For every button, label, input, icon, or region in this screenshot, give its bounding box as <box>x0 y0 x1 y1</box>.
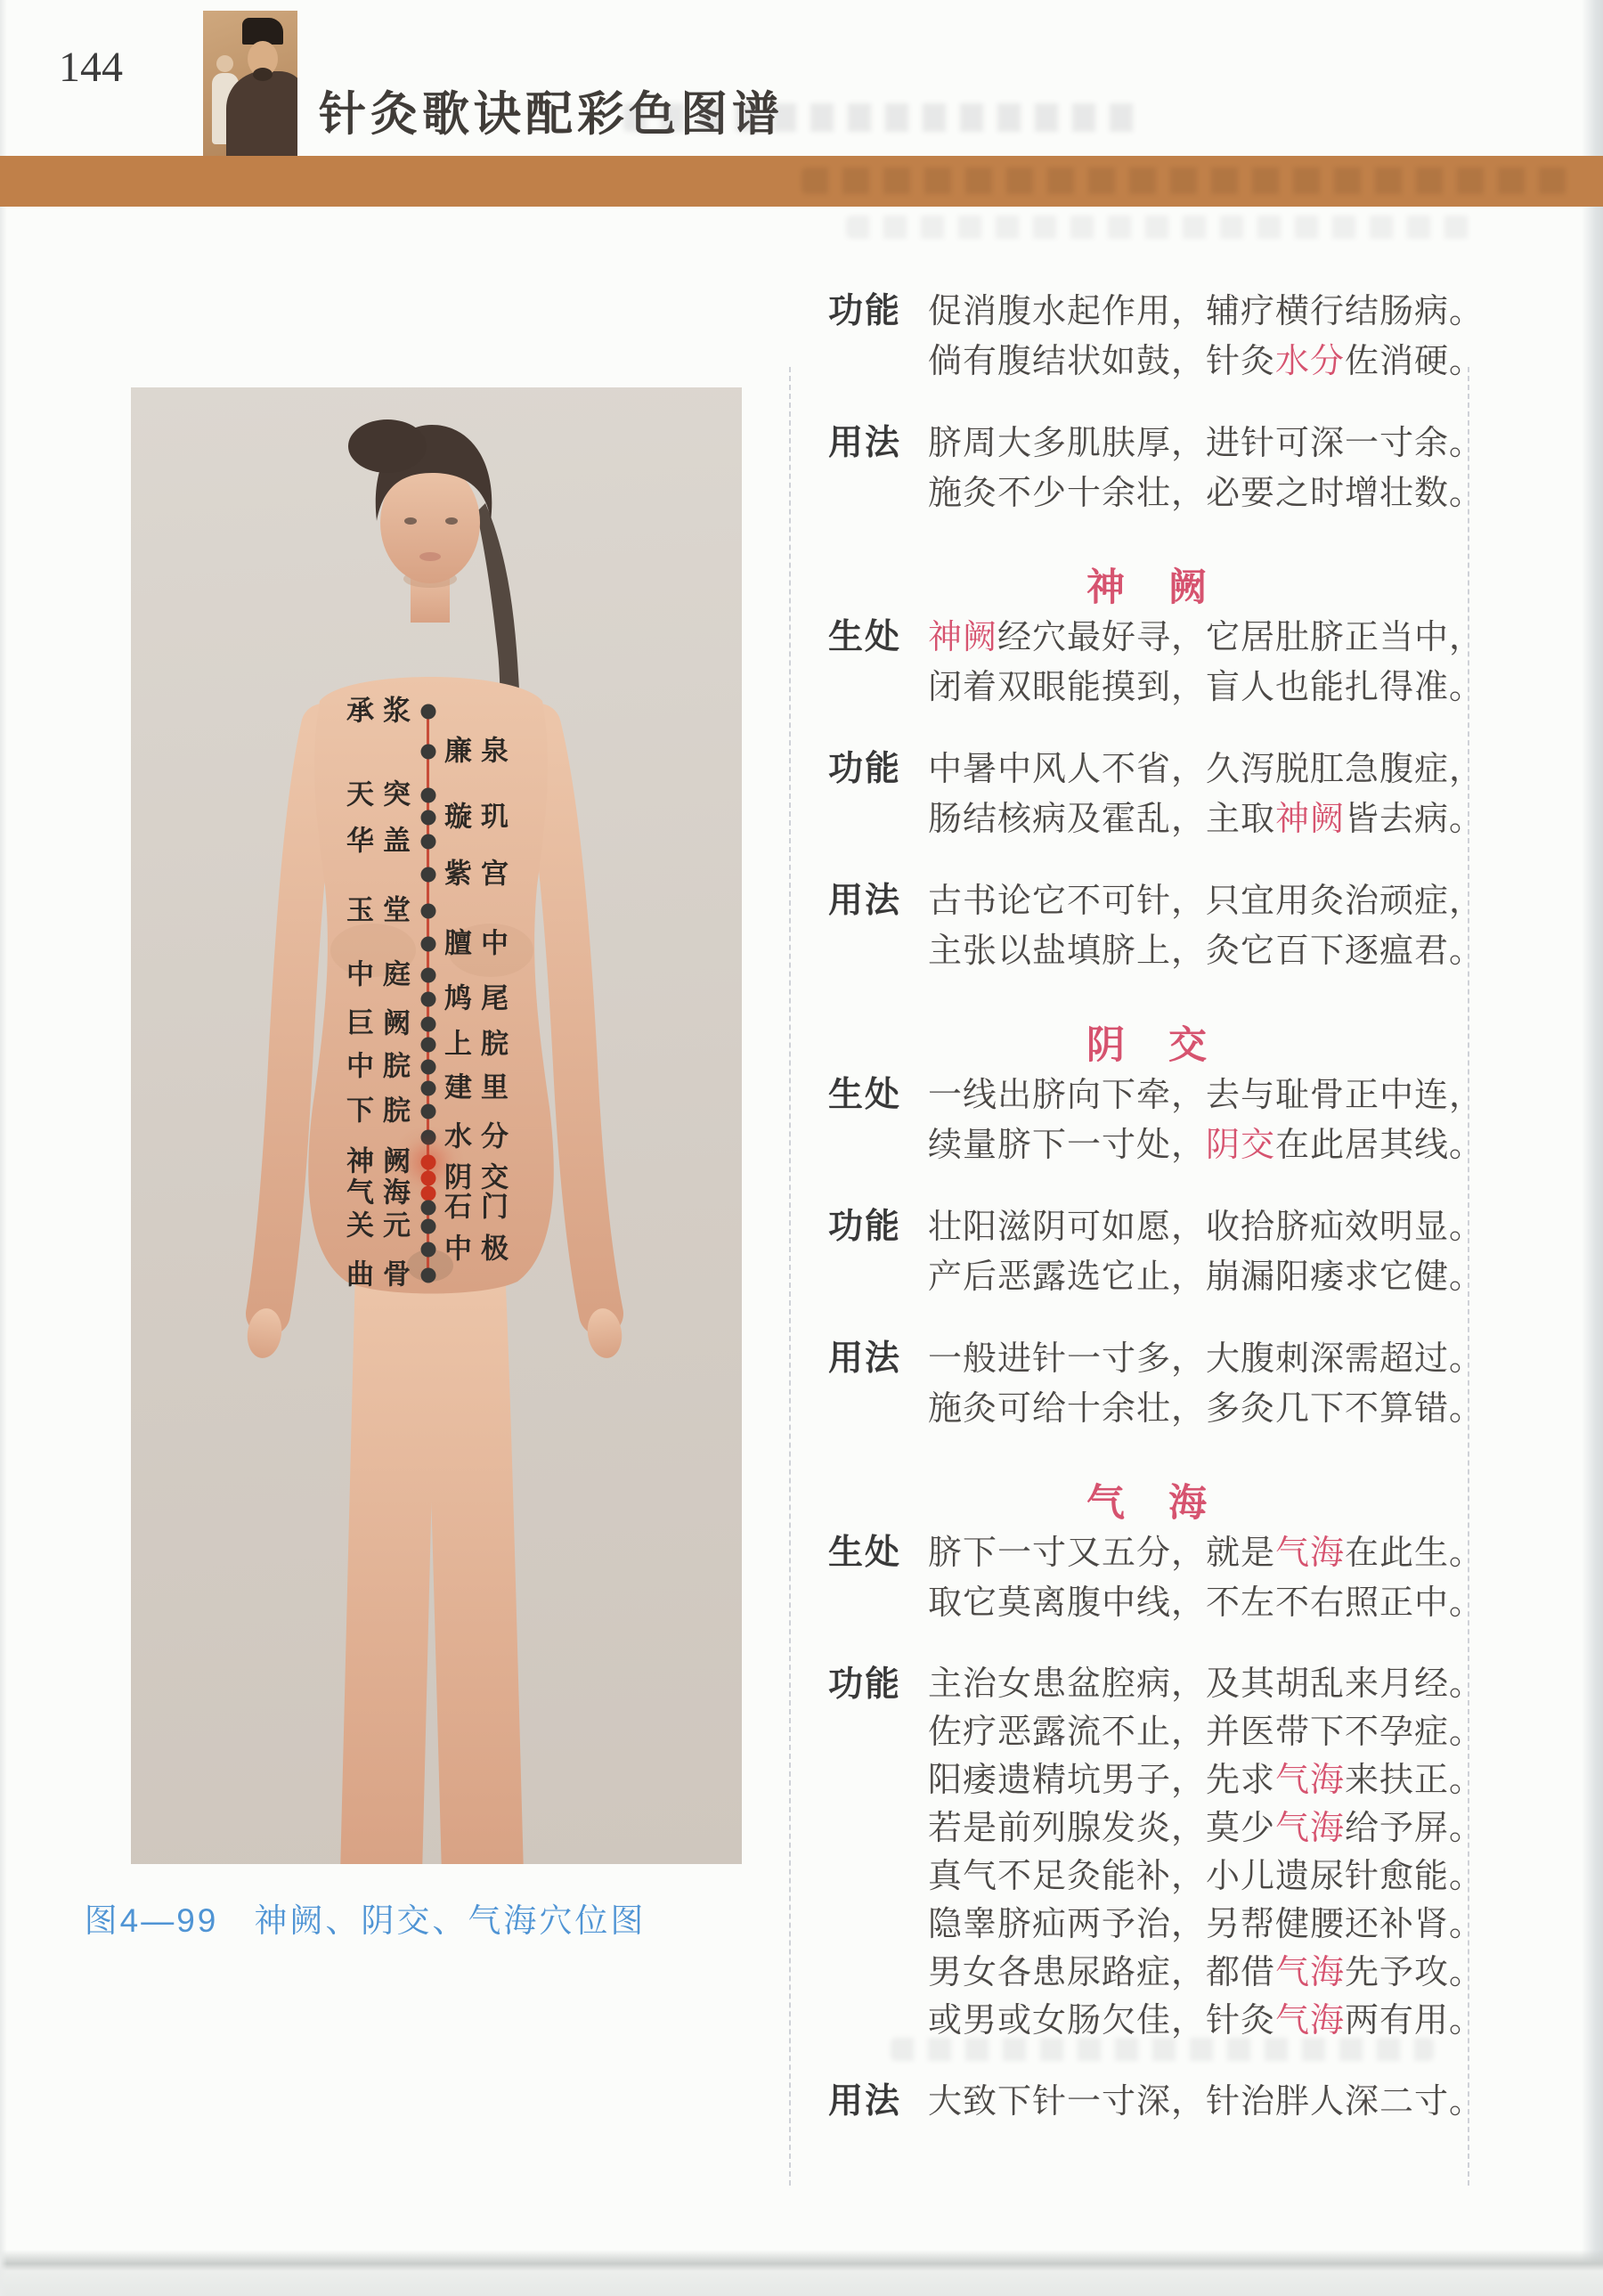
text-column <box>828 287 1485 2159</box>
page-edge-left <box>0 0 7 2296</box>
text-run: 古书论它不可针，只宜用灸治顽症， <box>928 883 1485 920</box>
verse-block <box>828 419 1485 518</box>
acupoint-dot <box>421 745 436 760</box>
acupoint-label: 建里 <box>444 1071 517 1104</box>
verse-line <box>928 1071 1484 1120</box>
text-run: 皆去病。 <box>1345 801 1485 838</box>
acupoint-label: 关元 <box>346 1209 419 1242</box>
verse-line <box>928 1852 1484 1901</box>
text-run: 一般进针一寸多，大腹刺深需超过。 <box>928 1340 1485 1378</box>
text-run: 续量脐下一寸处， <box>928 1127 1207 1164</box>
text-run: 施灸可给十余壮，多灸几下不算错。 <box>928 1390 1485 1428</box>
acupoint-dot <box>421 1081 436 1096</box>
verse-line <box>928 663 1484 712</box>
verse-line <box>928 287 1484 337</box>
verse-line <box>928 337 1484 387</box>
verse-label: 用法 <box>828 2082 902 2121</box>
acupoint-ref: 阴交 <box>1206 1127 1276 1164</box>
header-divider-bar <box>0 156 1603 207</box>
acupoint-dot <box>421 1219 436 1234</box>
acupoint-label: 下脘 <box>346 1095 419 1128</box>
verse-block <box>828 1660 1485 2045</box>
acupoint-label: 膻中 <box>444 927 517 960</box>
verse-line <box>928 1252 1484 1302</box>
verse-lines <box>928 1528 1484 1628</box>
text-run: 隐睾脐疝两予治，另帮健腰还补肾。 <box>928 1906 1485 1943</box>
book-title: 针灸歌诀配彩色图谱 <box>319 86 784 142</box>
text-run: 促消腹水起作用，辅疗横行结肠病。 <box>928 293 1485 330</box>
text-run: 壮阳滋阴可如愿，收拾脐疝效明显。 <box>928 1209 1485 1246</box>
acupoint-dot <box>421 835 436 850</box>
verse-line <box>928 613 1484 663</box>
acupoint-label: 上脘 <box>444 1028 517 1061</box>
verse-lines <box>928 613 1484 712</box>
text-run: 两有用。 <box>1345 2002 1485 2040</box>
acupoint-dot <box>421 1130 436 1145</box>
physician-beard <box>253 68 273 81</box>
verse-line <box>928 1660 1484 1708</box>
verse-line <box>928 745 1484 794</box>
text-run: 真气不足灸能补，小儿遗尿针愈能。 <box>928 1858 1485 1895</box>
acupoint-ref: 气海 <box>1275 1954 1346 1991</box>
verse-lines <box>928 2077 1484 2127</box>
acupoint-dot <box>421 992 436 1007</box>
verse-line <box>928 1334 1484 1384</box>
acupoint-dot <box>421 904 436 919</box>
text-run: 若是前列腺发炎，莫少 <box>928 1810 1276 1847</box>
acupoint-dot <box>421 1186 436 1201</box>
physician-portrait-image <box>203 11 297 157</box>
verse-block <box>828 1071 1485 1170</box>
acupoint-ref: 气海 <box>1275 2002 1346 2040</box>
acupoint-label: 中极 <box>444 1233 517 1266</box>
verse-lines <box>928 287 1484 387</box>
text-run: 产后恶露选它止，崩漏阳痿求它健。 <box>928 1258 1485 1296</box>
acupoint-label: 鸠尾 <box>444 982 517 1015</box>
acupoint-label: 巨阙 <box>346 1007 419 1040</box>
verse-line <box>928 794 1484 844</box>
verse-line <box>928 1997 1484 2045</box>
verse-line <box>928 1708 1484 1756</box>
acupoint-dot <box>421 1017 436 1032</box>
text-run: 取它莫离腹中线，不左不右照正中。 <box>928 1584 1485 1622</box>
acupoint-ref: 神阙 <box>1275 801 1346 838</box>
acupoint-label: 紫宫 <box>444 858 517 891</box>
verse-lines <box>928 1334 1484 1434</box>
verse-line <box>928 1804 1484 1852</box>
verse-label: 功能 <box>828 1208 902 1246</box>
verse-block <box>828 287 1485 387</box>
text-run: 一线出脐向下牵，去与耻骨正中连， <box>928 1077 1485 1114</box>
verse-label: 生处 <box>828 1534 902 1572</box>
acupoint-label: 承浆 <box>346 695 419 728</box>
text-run: 在此生。 <box>1345 1535 1485 1572</box>
acupoint-label: 中脘 <box>346 1050 419 1083</box>
verse-line <box>928 1901 1484 1949</box>
text-run: 佐疗恶露流不止，并医带下不孕症。 <box>928 1714 1485 1751</box>
acupoint-label: 璇玑 <box>444 801 517 834</box>
verse-line <box>928 419 1484 468</box>
verse-line <box>928 2077 1484 2127</box>
verse-lines <box>928 419 1484 518</box>
text-run: 阳痿遗精坑男子，先求 <box>928 1762 1276 1799</box>
verse-lines <box>928 876 1484 976</box>
verse-label: 用法 <box>828 424 902 462</box>
acupoint-label: 廉泉 <box>444 735 517 768</box>
acupoint-dot <box>421 867 436 883</box>
acupoint-dot <box>421 704 436 720</box>
text-run: 脐下一寸又五分，就是 <box>928 1535 1276 1572</box>
page-edge-bottom <box>0 2250 1603 2296</box>
verse-block <box>828 2077 1485 2127</box>
acupoint-figure-photo <box>131 387 742 1864</box>
acupoint-dot <box>421 968 436 983</box>
text-run: 或男或女肠欠佳，针灸 <box>928 2002 1276 2040</box>
section-header: 神 阙 <box>1086 566 1209 609</box>
text-run: 男女各患尿路症，都借 <box>928 1954 1276 1991</box>
text-run: 倘有腹结状如鼓，针灸 <box>928 343 1276 380</box>
acupoint-ref: 气海 <box>1275 1535 1346 1572</box>
verse-label: 功能 <box>828 750 902 788</box>
verse-line <box>928 1202 1484 1252</box>
text-run: 脐周大多肌肤厚，进针可深一寸余。 <box>928 425 1485 462</box>
acupoint-label: 中庭 <box>346 958 419 991</box>
text-run: 先予攻。 <box>1345 1954 1485 1991</box>
acupoint-label: 曲骨 <box>346 1258 419 1291</box>
text-run: 施灸不少十余壮，必要之时增壮数。 <box>928 475 1485 512</box>
acupoint-label: 玉堂 <box>346 894 419 927</box>
acupoint-ref: 气海 <box>1275 1762 1346 1799</box>
acupoint-label: 阴交 <box>444 1161 517 1194</box>
verse-label: 用法 <box>828 1339 902 1378</box>
text-run: 闭着双眼能摸到，盲人也能扎得准。 <box>928 669 1485 706</box>
acupoint-overlay <box>131 387 742 1864</box>
verse-line <box>928 1384 1484 1434</box>
verse-label: 生处 <box>828 618 902 656</box>
acupoint-dot <box>421 1155 436 1170</box>
acupoint-dot <box>421 937 436 952</box>
verse-line <box>928 1578 1484 1628</box>
page-edge-right <box>1582 0 1603 2296</box>
text-run: 主治女患盆腔病，及其胡乱来月经。 <box>928 1665 1485 1703</box>
acupoint-label: 神阙 <box>346 1145 419 1178</box>
acupoint-label: 华盖 <box>346 825 419 858</box>
acupoint-dot <box>421 1171 436 1186</box>
verse-line <box>928 1120 1484 1170</box>
acupoint-dot <box>421 1242 436 1258</box>
acupoint-ref: 神阙 <box>928 619 998 656</box>
verse-block <box>828 876 1485 976</box>
text-run: 给予屏。 <box>1345 1810 1485 1847</box>
attendant-head <box>216 55 233 72</box>
verse-lines <box>928 745 1484 844</box>
verse-label: 生处 <box>828 1076 902 1114</box>
acupoint-dot <box>421 1038 436 1053</box>
acupoint-dot <box>421 1201 436 1216</box>
acupoint-dot <box>421 810 436 826</box>
acupoint-dot <box>421 1268 436 1283</box>
verse-block <box>828 1334 1485 1434</box>
acupoint-label: 气海 <box>346 1176 419 1209</box>
verse-label: 用法 <box>828 882 902 920</box>
acupoint-ref: 气海 <box>1275 1810 1346 1847</box>
text-run: 肠结核病及霍乱，主取 <box>928 801 1276 838</box>
acupoint-label: 水分 <box>444 1120 517 1153</box>
verse-line <box>928 926 1484 976</box>
text-run: 中暑中风人不省，久泻脱肛急腹症， <box>928 751 1485 788</box>
figure-caption: 图4—99 神阙、阴交、气海穴位图 <box>84 1902 647 1939</box>
section-header: 阴 交 <box>1086 1024 1209 1067</box>
verse-block <box>828 613 1485 712</box>
text-run: 在此居其线。 <box>1275 1127 1485 1164</box>
acupoint-label: 天突 <box>346 778 419 811</box>
verse-block <box>828 745 1485 844</box>
text-run: 佐消硬。 <box>1345 343 1485 380</box>
acupoint-ref: 水分 <box>1275 343 1346 380</box>
verse-block <box>828 1528 1485 1628</box>
text-run: 经穴最好寻，它居肚脐正当中， <box>997 619 1485 656</box>
column-guide-left <box>789 367 791 2186</box>
text-run: 主张以盐填脐上，灸它百下逐瘟君。 <box>928 932 1485 970</box>
acupoint-dot <box>421 788 436 803</box>
acupoint-label: 石门 <box>444 1191 517 1224</box>
verse-lines <box>928 1660 1484 2045</box>
verse-label: 功能 <box>828 1665 902 1704</box>
verse-label: 功能 <box>828 292 902 330</box>
verse-line <box>928 876 1484 926</box>
verse-line <box>928 1949 1484 1997</box>
acupoint-dot <box>421 1104 436 1120</box>
text-run: 大致下针一寸深，针治胖人深二寸。 <box>928 2083 1485 2121</box>
verse-line <box>928 1528 1484 1578</box>
section-header: 气 海 <box>1086 1482 1209 1525</box>
physician-robe <box>226 71 297 157</box>
ink-bleed-artifact <box>846 216 1469 239</box>
acupoint-dot <box>421 1060 436 1075</box>
text-run: 来扶正。 <box>1345 1762 1485 1799</box>
verse-line <box>928 1756 1484 1804</box>
verse-line <box>928 468 1484 518</box>
verse-lines <box>928 1071 1484 1170</box>
verse-block <box>828 1202 1485 1302</box>
verse-lines <box>928 1202 1484 1302</box>
page-number: 144 <box>59 44 123 91</box>
